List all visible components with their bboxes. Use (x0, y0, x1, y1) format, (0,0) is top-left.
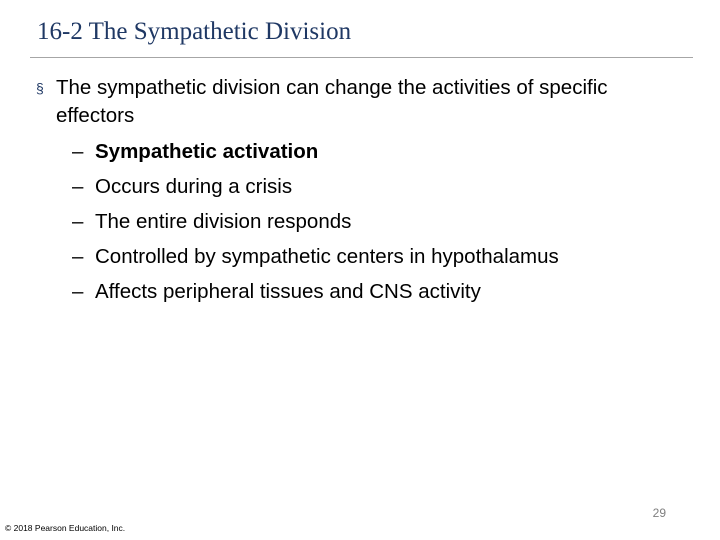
dash-marker: – (72, 210, 84, 233)
dash-marker: – (72, 140, 84, 163)
copyright-notice: © 2018 Pearson Education, Inc. (5, 523, 126, 533)
title-divider (30, 57, 693, 58)
dash-marker: – (72, 280, 84, 303)
sub-bullet-text: Occurs during a crisis (95, 175, 293, 198)
main-bullet (36, 74, 676, 130)
slide-title: 16-2 The Sympathetic Division (37, 18, 352, 45)
main-bullet-text: The sympathetic division can change the activities of specific effectors (56, 76, 608, 127)
sub-bullet-text: Affects peripheral tissues and CNS activity (95, 280, 481, 303)
sub-bullet-text: Sympathetic activation (95, 140, 319, 163)
sub-bullet-text: The entire division responds (95, 210, 352, 233)
page-number: 29 (652, 506, 666, 520)
bullet-marker-icon: § (36, 80, 44, 96)
dash-marker: – (72, 245, 84, 268)
dash-marker: – (72, 175, 84, 198)
sub-bullet-text: Controlled by sympathetic centers in hypothalamus (95, 245, 559, 268)
